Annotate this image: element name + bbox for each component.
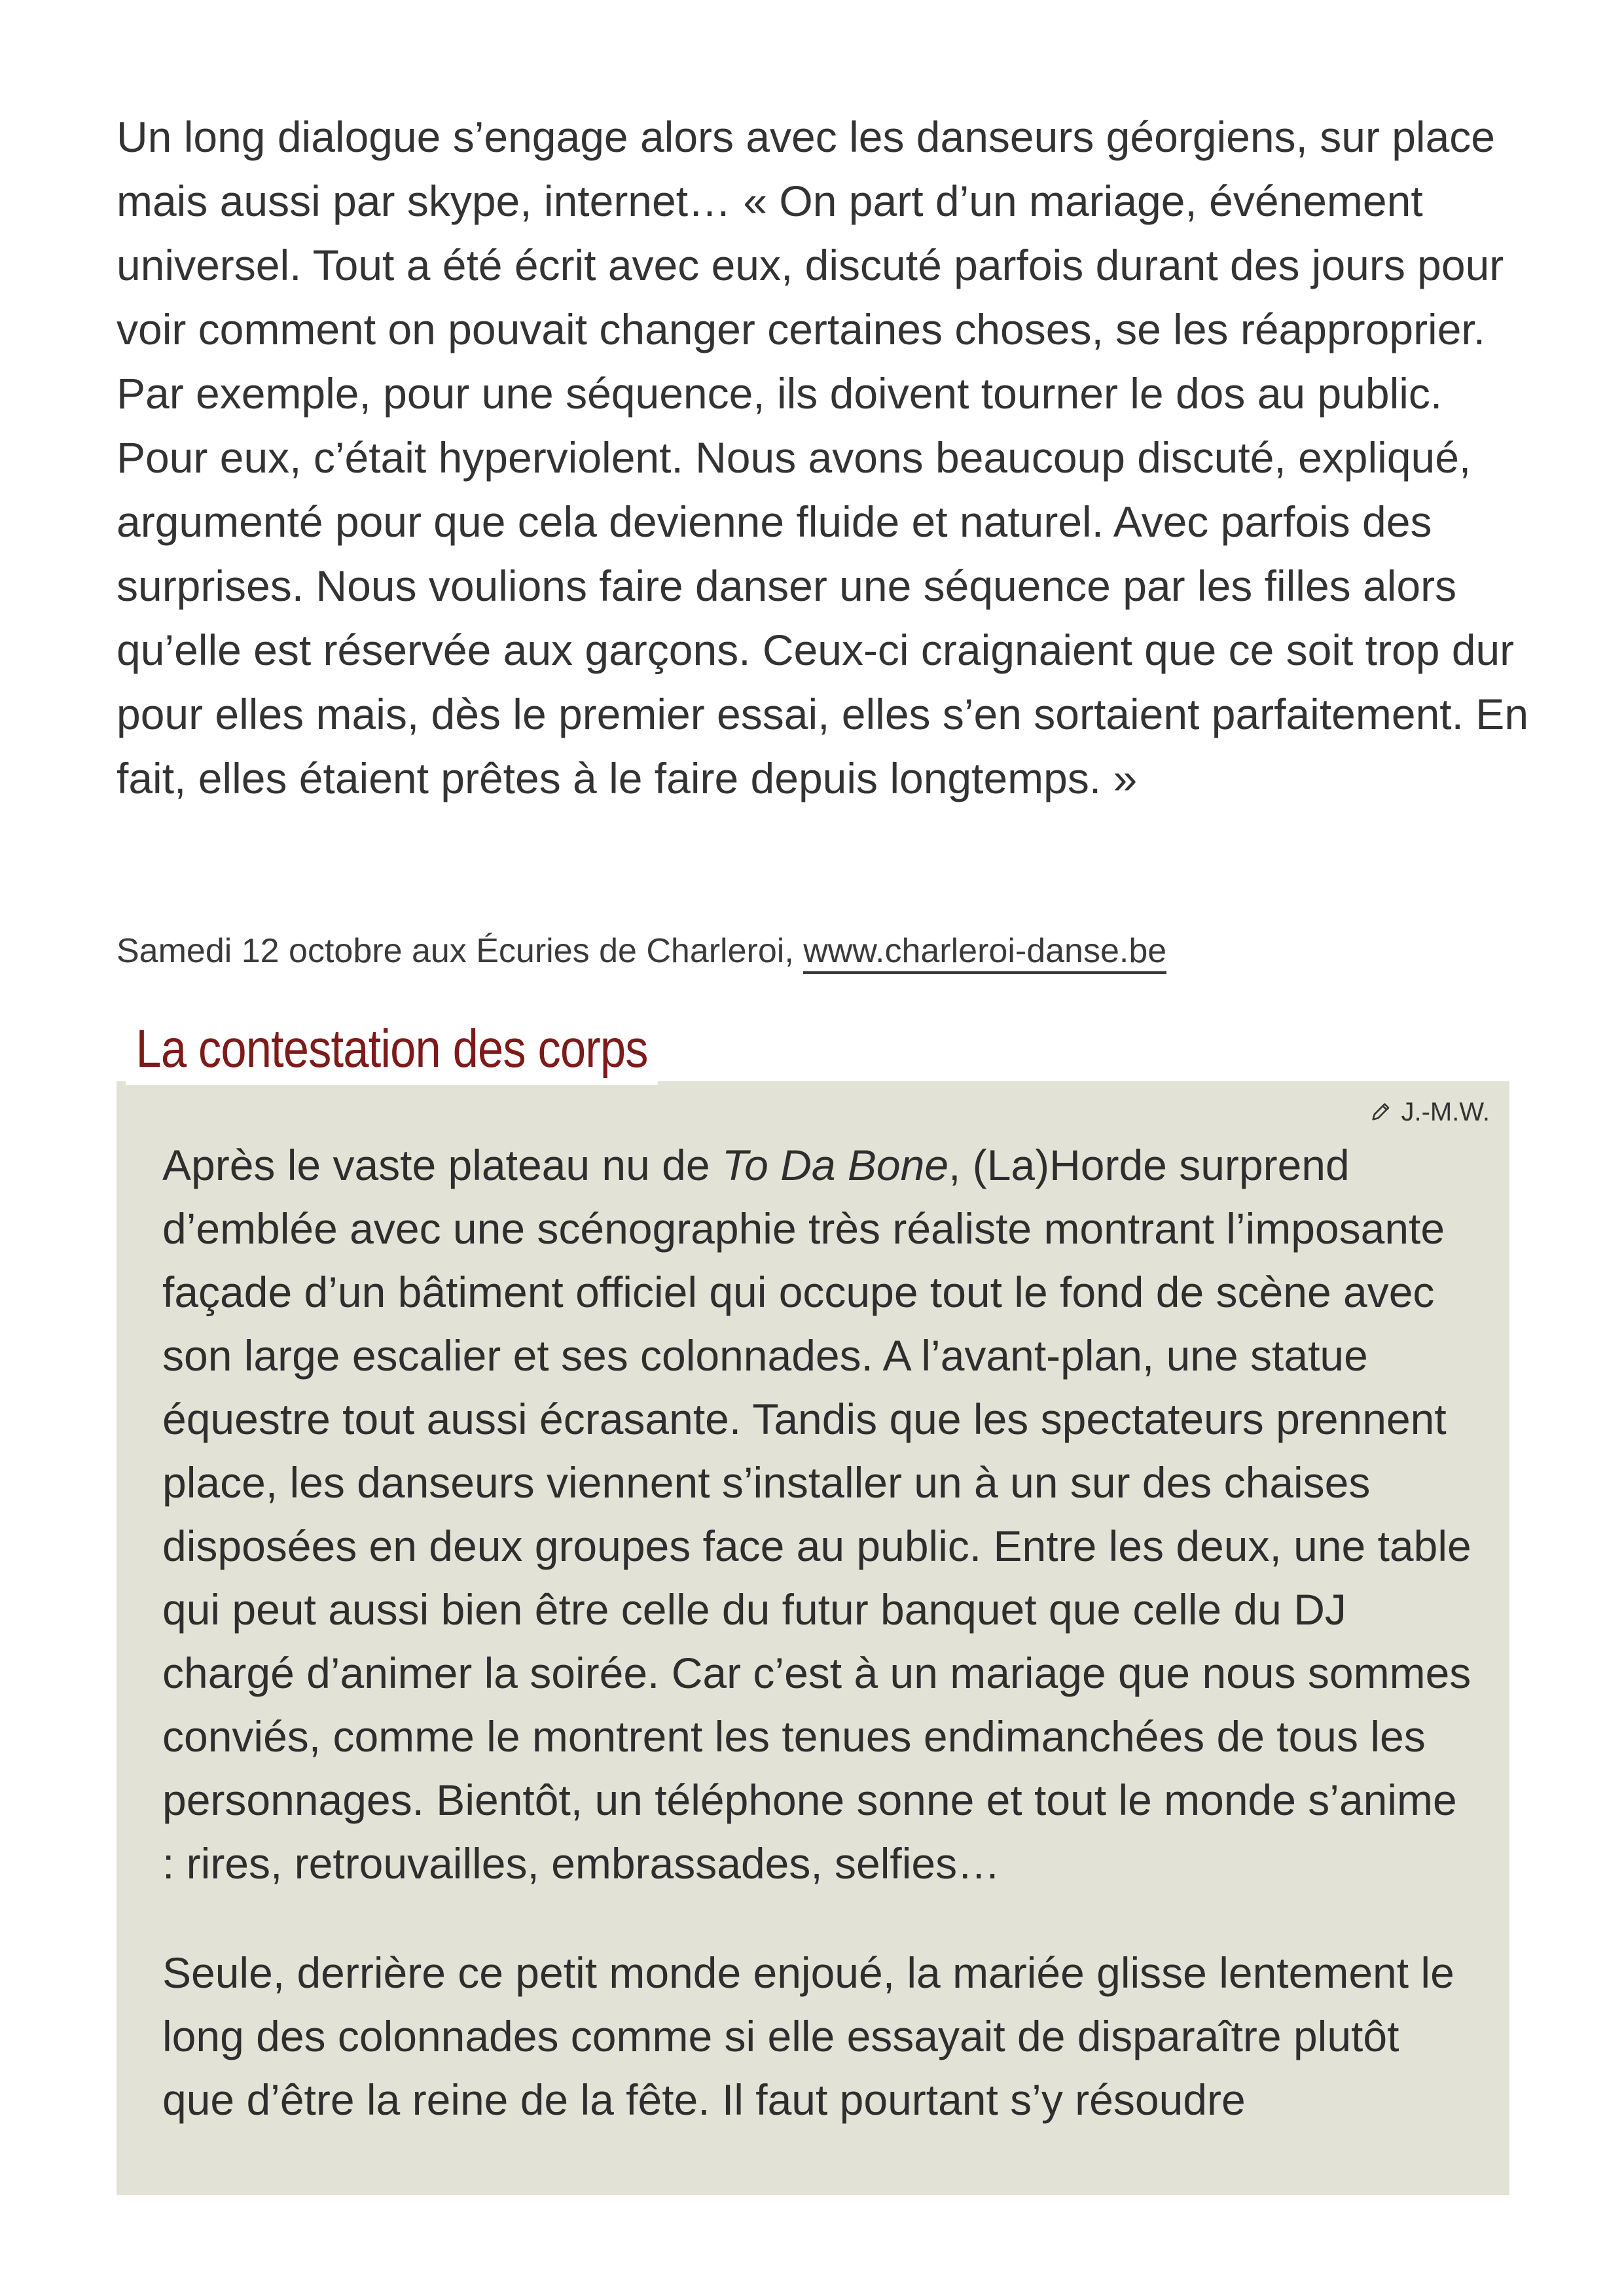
review-paragraph-2: Seule, derrière ce petit monde enjoué, la mariée glisse lentement le long des colonnades comme si elle essayait de disparaître plutôt que d’être la reine de la fête. Il faut pourtant s’y résoudre	[162, 1948, 1454, 2124]
source-line	[117, 928, 1166, 974]
review-box	[117, 1081, 1509, 2195]
review-paragraph-1	[162, 1134, 1478, 1895]
intro-paragraph: Un long dialogue s’engage alors avec les danseurs géorgiens, sur place mais aussi par skype, internet… « On part d’un mariage, événement universel. Tout a été écrit avec eux, discuté parfois durant des jours pour voir comment on pouvait changer certaines choses, se les réapproprier. Par exemple, pour une séquence, ils doivent tourner le dos au public. Pour eux, c’était hyperviolent. Nous avons beaucoup discuté, expliqué, argumenté pour que cela devienne fluide et naturel. Avec parfois des surprises. Nous voulions faire danser une séquence par les filles alors qu’elle est réservée aux garçons. Ceux-ci craignaient que ce soit trop dur pour elles mais, dès le premier essai, elles s’en sortaient parfaitement. En fait, elles étaient prêtes à le faire depuis longtemps. »	[117, 113, 1529, 802]
paragraph-1-rest: , (La)Horde surprend d’emblée avec une scénographie très réaliste montrant l’imposante façade d’un bâtiment officiel qui occupe tout le fond de scène avec son large escalier et ses colonnades. A l’avant-plan, une statue équestre tout aussi écrasante. Tandis que les spectateurs prennent place, les danseurs viennent s’installer un à un sur des chaises disposées en deux groupes face au public. Entre les deux, une table qui peut aussi bien être celle du futur banquet que celle du DJ chargé d’animer la soirée. Car c’est à un mariage que nous sommes conviés, comme le montrent les tenues endimanchées de tous les personnages. Bientôt, un téléphone sonne et tout le monde s’anime : rires, retrouvailles, embrassades, selfies…	[162, 1141, 1471, 1888]
pencil-icon	[1369, 1101, 1392, 1123]
author-name: J.-M.W.	[1401, 1098, 1490, 1126]
section-heading: La contestation des corps	[126, 1013, 658, 1085]
show-title: To Da Bone	[721, 1141, 949, 1189]
source-text: Samedi 12 octobre aux Écuries de Charleroi,	[117, 932, 804, 970]
author-credit	[1369, 1096, 1490, 1128]
paragraph-1-start: Après le vaste plateau nu de	[162, 1141, 722, 1189]
review-body	[162, 1134, 1478, 2178]
source-link[interactable]: www.charleroi-danse.be	[803, 932, 1166, 974]
